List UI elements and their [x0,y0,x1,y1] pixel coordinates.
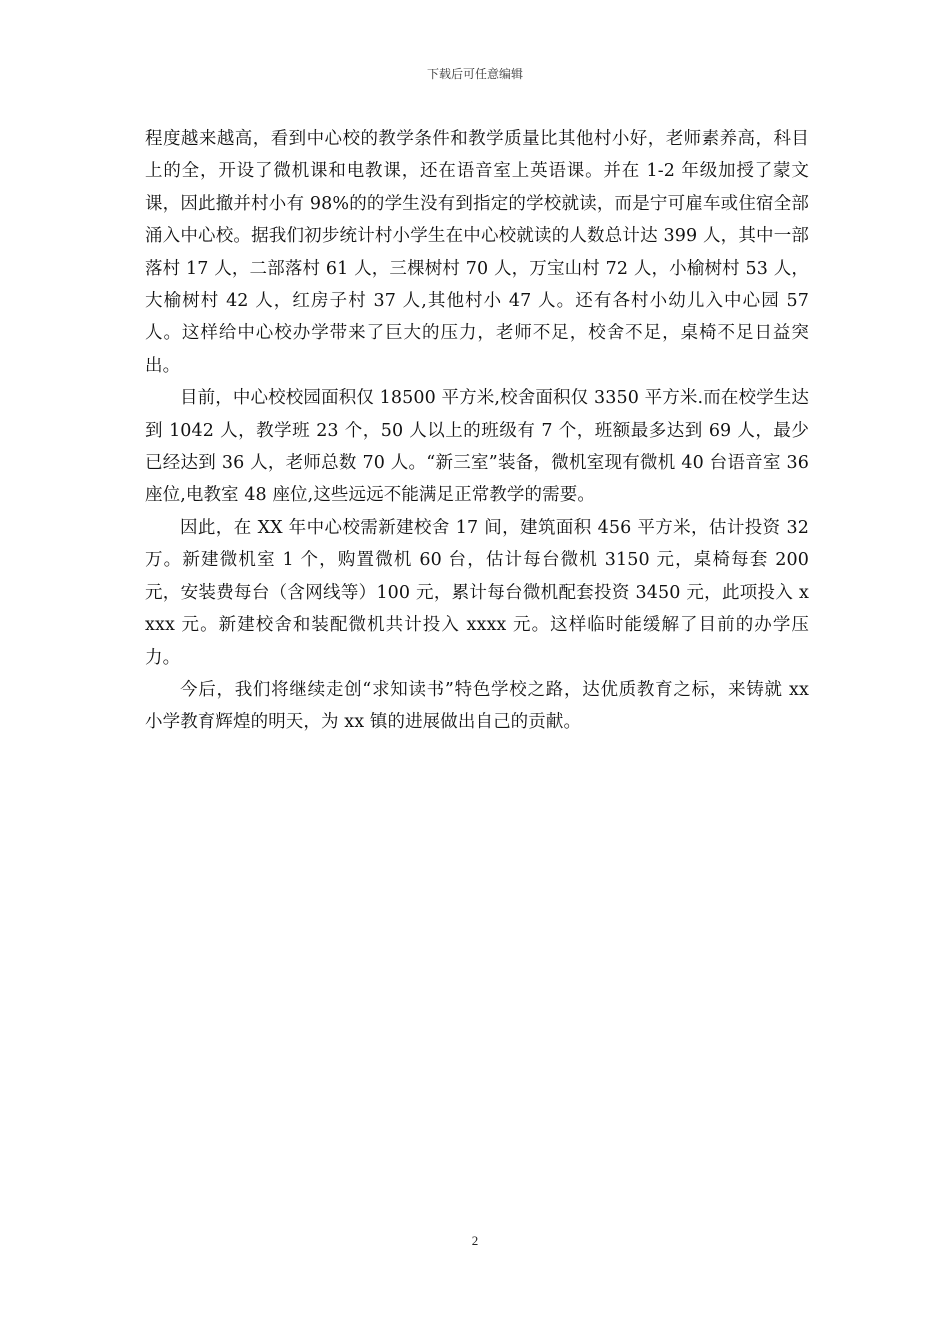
document-body [145,123,809,739]
paragraph-construction-plan: 因此，在 XX 年中心校需新建校舍 17 间，建筑面积 456 平方米，估计投资 32 万。新建微机室 1 个，购置微机 60 台，估计每台微机 3150 元，桌椅每套 200 元，安装费每台（含网线等）100 元，累计每台微机配套投资 3450 元，此项投入 xxxx 元。新建校舍和装配微机共计投入 xxxx 元。这样临时能缓解了目前的办学压力。 [145,517,809,668]
page-number: 2 [471,1233,479,1248]
paragraph-outlook: 今后，我们将继续走创“求知读书”特色学校之路，达优质教育之标，来铸就 xx 小学教育辉煌的明天，为 xx 镇的进展做出自己的贡献。 [145,679,809,733]
paragraph-continuation: 程度越来越高，看到中心校的教学条件和教学质量比其他村小好，老师素养高，科目上的全，开设了微机课和电教课，还在语音室上英语课。并在 1-2 年级加授了蒙文课，因此撤并村小有 98%的的学生没有到指定的学校就读，而是宁可雇车或住宿全部涌入中心校。据我们初步统计村小学生在中心校就读的人数总计达 399 人，其中一部落村 17 人，二部落村 61 人，三棵树村 70 人，万宝山村 72 人，小榆树村 53 人，大榆树村 42 人，红房子村 37 人,其他村小 47 人。还有各村小幼儿入中心园 57 人。这样给中心校办学带来了巨大的压力，老师不足，校舍不足，桌椅不足日益突出。 [145,129,809,376]
paragraph-campus-stats: 目前，中心校校园面积仅 18500 平方米,校舍面积仅 3350 平方米.而在校学生达到 1042 人，教学班 23 个，50 人以上的班级有 7 个，班额最多达到 69 人，最少已经达到 36 人，老师总数 70 人。“新三室”装备，微机室现有微机 40 台语音室 36 座位,电教室 48 座位,这些远远不能满足正常教学的需要。 [145,388,809,506]
page-header: 下载后可任意编辑 [426,67,523,81]
